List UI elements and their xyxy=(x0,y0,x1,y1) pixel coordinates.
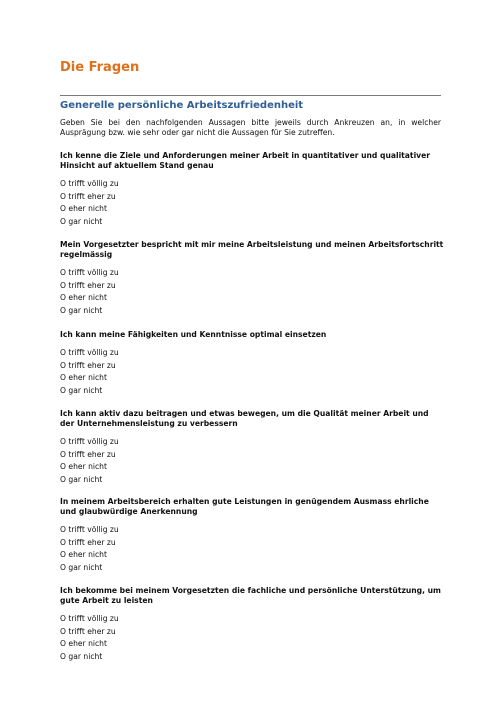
option-trifft-eher-zu[interactable]: O trifft eher zu xyxy=(60,280,116,290)
answer-options xyxy=(60,436,445,486)
question-text: Ich bekomme bei meinem Vorgesetzten die fachliche und persönliche Unterstützung, um gute Arbeit zu leisten xyxy=(60,586,441,605)
option-gar-nicht[interactable]: O gar nicht xyxy=(60,385,103,395)
option-trifft-voellig-zu[interactable]: O trifft völlig zu xyxy=(60,268,119,277)
option-eher-nicht[interactable]: O eher nicht xyxy=(60,373,107,382)
answer-options xyxy=(60,347,445,397)
section-title: Generelle persönliche Arbeitszufriedenheit xyxy=(60,100,304,111)
option-gar-nicht[interactable]: O gar nicht xyxy=(60,305,103,315)
option-eher-nicht[interactable]: O eher nicht xyxy=(60,293,107,302)
option-trifft-eher-zu[interactable]: O trifft eher zu xyxy=(60,191,116,201)
section-divider xyxy=(60,95,441,96)
option-trifft-eher-zu[interactable]: O trifft eher zu xyxy=(60,449,116,459)
option-trifft-eher-zu[interactable]: O trifft eher zu xyxy=(60,537,116,547)
question-text: Ich kann meine Fähigkeiten und Kenntnisse optimal einsetzen xyxy=(60,330,327,339)
option-trifft-eher-zu[interactable]: O trifft eher zu xyxy=(60,360,116,370)
option-eher-nicht[interactable]: O eher nicht xyxy=(60,550,107,559)
option-gar-nicht[interactable]: O gar nicht xyxy=(60,216,103,226)
page-title: Die Fragen xyxy=(60,60,140,75)
answer-options xyxy=(60,613,445,663)
answer-options xyxy=(60,267,445,317)
question-2 xyxy=(60,240,445,317)
question-text: Ich kann aktiv dazu beitragen und etwas bewegen, um die Qualität meiner Arbeit und der Unternehmensleistung zu verbessern xyxy=(60,409,429,428)
option-gar-nicht[interactable]: O gar nicht xyxy=(60,562,103,572)
option-gar-nicht[interactable]: O gar nicht xyxy=(60,651,103,661)
answer-options xyxy=(60,524,445,574)
question-3 xyxy=(60,330,445,397)
question-text: Ich kenne die Ziele und Anforderungen meiner Arbeit in quantitativer und qualitativer Hinsicht auf aktuellem Stand genau xyxy=(60,151,431,170)
option-trifft-voellig-zu[interactable]: O trifft völlig zu xyxy=(60,525,119,534)
option-eher-nicht[interactable]: O eher nicht xyxy=(60,639,107,648)
question-5 xyxy=(60,497,445,574)
question-text: In meinem Arbeitsbereich erhalten gute Leistungen in genügendem Ausmass ehrliche und glaubwürdige Anerkennung xyxy=(60,497,429,516)
question-6 xyxy=(60,586,445,663)
option-eher-nicht[interactable]: O eher nicht xyxy=(60,204,107,213)
option-eher-nicht[interactable]: O eher nicht xyxy=(60,462,107,471)
option-gar-nicht[interactable]: O gar nicht xyxy=(60,474,103,484)
option-trifft-voellig-zu[interactable]: O trifft völlig zu xyxy=(60,348,119,357)
option-trifft-voellig-zu[interactable]: O trifft völlig zu xyxy=(60,179,119,188)
option-trifft-voellig-zu[interactable]: O trifft völlig zu xyxy=(60,614,119,623)
option-trifft-eher-zu[interactable]: O trifft eher zu xyxy=(60,626,116,636)
intro-text: Geben Sie bei den nachfolgenden Aussagen bitte jeweils durch Ankreuzen an, in welcher Ausprägung bzw. wie sehr oder gar nicht die Aussagen für Sie zutreffen. xyxy=(60,118,441,137)
question-text: Mein Vorgesetzter bespricht mit mir meine Arbeitsleistung und meinen Arbeitsfortschritt regelmässig xyxy=(60,240,444,259)
question-1 xyxy=(60,151,445,228)
question-4 xyxy=(60,409,445,486)
option-trifft-voellig-zu[interactable]: O trifft völlig zu xyxy=(60,437,119,446)
answer-options xyxy=(60,178,445,228)
